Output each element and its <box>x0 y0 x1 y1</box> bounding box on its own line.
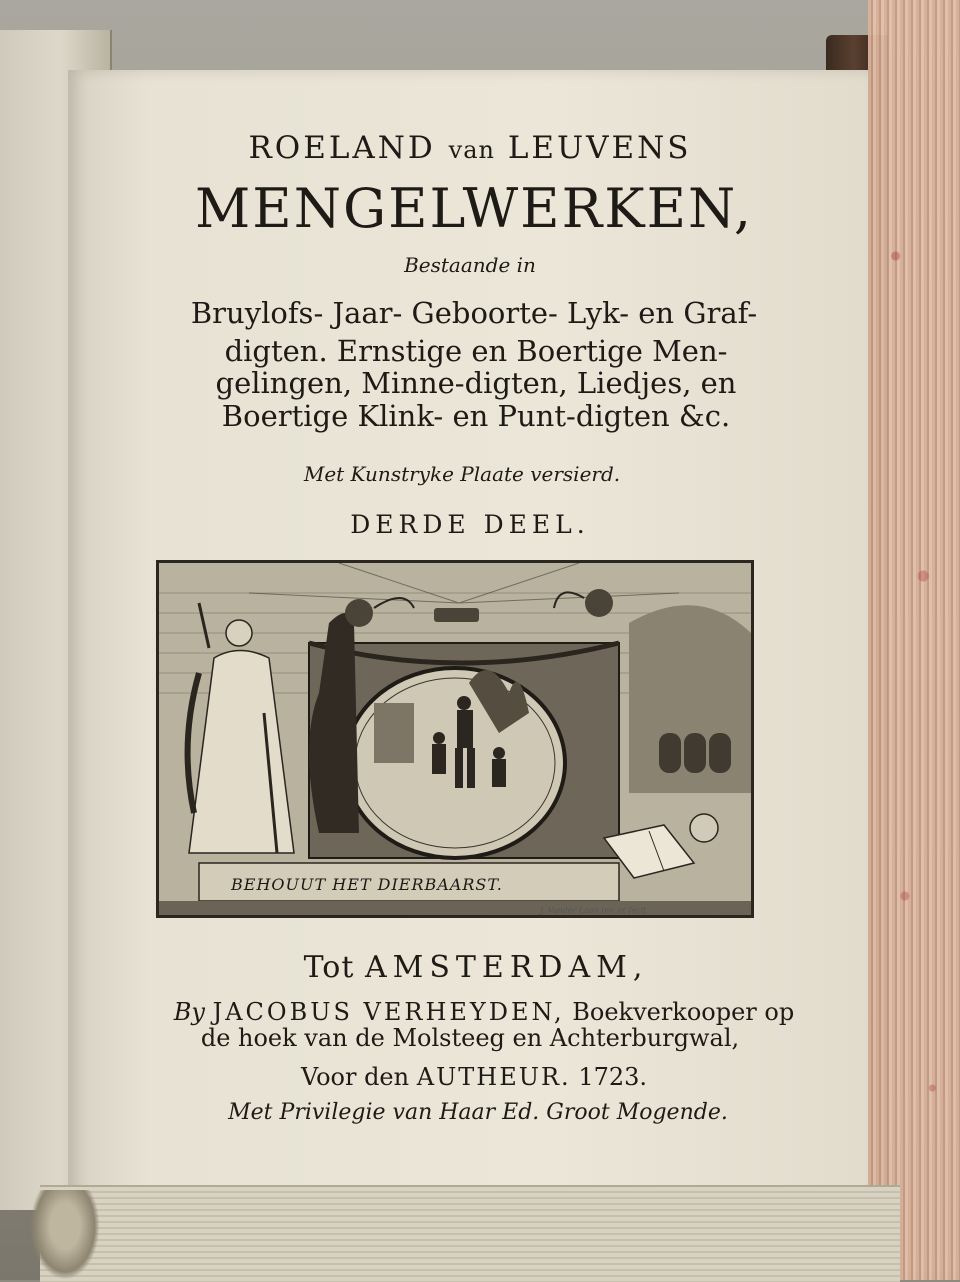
author-edition-line <box>0 1063 954 1091</box>
description-line-2: digten. Ernstige en Boertige Men- <box>224 334 728 368</box>
binding-cord <box>30 1190 100 1280</box>
author-surname: LEUVENS <box>507 130 692 166</box>
imprint-city: AMSTERDAM, <box>364 950 649 985</box>
imprint-city-line <box>0 950 956 985</box>
publisher-address: de hoek van de Molsteeg en Achterburgwal, <box>200 1024 740 1052</box>
publisher-line <box>4 998 960 1026</box>
book-title: MENGELWERKEN, <box>195 177 753 240</box>
author-line <box>0 130 950 166</box>
description-line-4: Boertige Klink- en Punt-digten &c. <box>221 399 731 433</box>
publisher-prefix: By <box>173 998 205 1026</box>
for-author: AUTHEUR. <box>416 1063 571 1091</box>
for-prefix: Voor den <box>300 1063 410 1091</box>
privilege-line: Met Privilegie van Haar Ed. Groot Mogende. <box>228 1100 728 1125</box>
description-line-3: gelingen, Minne-digten, Liedjes, en <box>215 366 737 400</box>
publication-year: 1723. <box>578 1063 648 1091</box>
volume-label: DERDE DEEL. <box>350 510 590 539</box>
engraving-artwork <box>159 563 751 915</box>
author-particle: van <box>448 136 495 164</box>
engraver-signature: J. Vander Laan inv. et fecit <box>540 906 647 915</box>
page-edges-bottom <box>40 1185 900 1282</box>
engraving-motto: BEHOUUT HET DIERBAARST. <box>231 875 503 894</box>
publisher-trade: Boekverkooper op <box>572 998 795 1026</box>
publisher-name: JACOBUS VERHEYDEN, <box>212 998 565 1026</box>
engraving-illustration <box>156 560 754 918</box>
city-prefix: Tot <box>303 950 355 985</box>
description-line-1: Bruylofs- Jaar- Geboorte- Lyk- en Graf- <box>190 296 758 330</box>
subtitle: Bestaande in <box>404 253 536 277</box>
author-first-name: ROELAND <box>248 130 436 166</box>
illustration-note: Met Kunstryke Plaate versierd. <box>303 462 621 486</box>
